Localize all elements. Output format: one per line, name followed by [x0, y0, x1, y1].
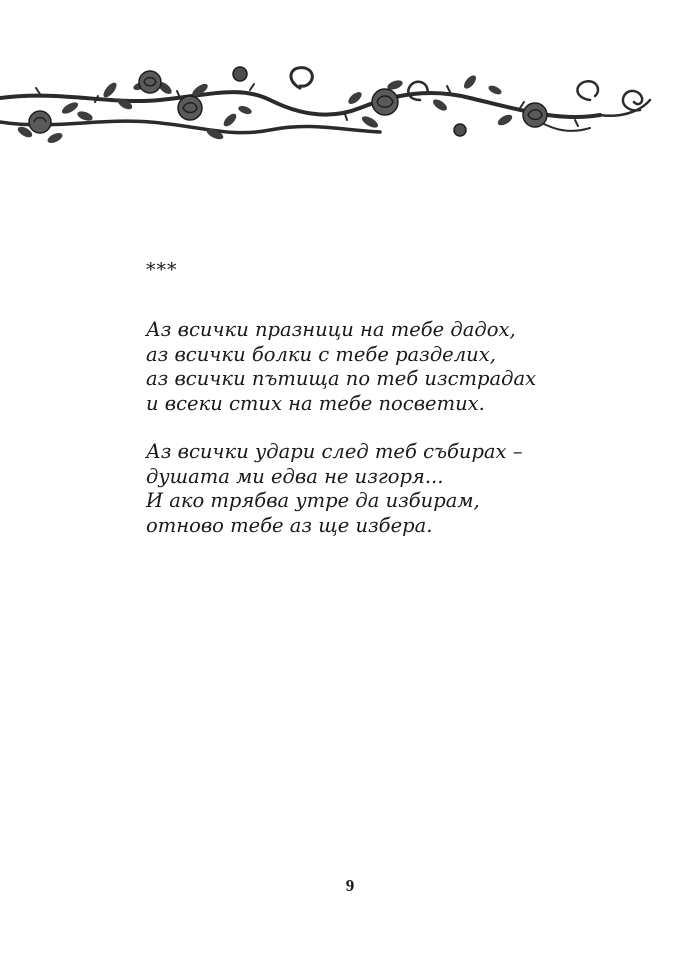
poem-line: Аз всички удари след теб събирах – — [146, 440, 523, 463]
rose-vine-ornament-icon — [0, 60, 700, 170]
poem-line: отново тебе аз ще избера. — [146, 513, 433, 537]
poem-line: душата ми едва не изгоря... — [146, 464, 444, 488]
stanza-2 — [146, 440, 546, 538]
poem-line: аз всички болки с тебе разделих, — [146, 342, 496, 366]
poem-line: И ако трябва утре да избирам, — [146, 489, 480, 512]
poem-line: аз всички пътища по теб изстрадах — [146, 367, 537, 390]
poem-separator: *** — [146, 259, 178, 281]
stanza-1 — [146, 318, 546, 416]
poem — [146, 258, 546, 562]
poem-line: и всеки стих на тебе посветих. — [146, 391, 485, 415]
poem-line: Аз всички празници на тебе дадох, — [146, 318, 516, 341]
page-number: 9 — [345, 876, 355, 895]
